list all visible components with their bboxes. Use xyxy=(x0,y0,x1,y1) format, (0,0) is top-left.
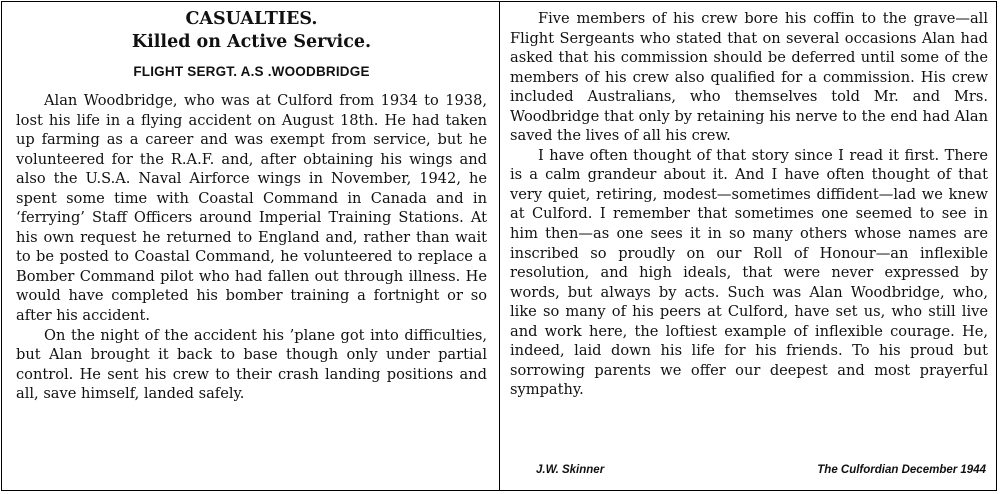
paragraph: On the night of the accident his ’plane got into difficulties, but Alan brought it back to base though only under partial control. He sent his crew to their crash landing positions and all, save himself, landed safely. xyxy=(16,326,487,403)
article-frame xyxy=(1,1,997,491)
publication-source: The Culfordian December 1944 xyxy=(817,464,986,476)
paragraph: I have often thought of that story since I read it first. There is a calm grandeur about it. And I have often thought of that very quiet, retiring, modest—sometimes diffident—lad we knew at Culford. I remember that sometimes one seemed to see in him then—as one sees it in so many others whose names are inscribed so proudly on our Roll of Honour—an inflexible resolution, and high ideals, that were never expressed by words, but always by acts. Such was Alan Woodbridge, who, like so many of his peers at Culford, have set us, who still live and work here, the loftiest example of inflexible courage. He, indeed, laid down his life for his friends. To his proud but sorrowing parents we offer our deepest and most prayerful sympathy. xyxy=(510,146,988,399)
paragraph: Alan Woodbridge, who was at Culford from 1934 to 1938, lost his life in a flying accident on August 18th. He had taken up farming as a career and was exempt from service, but he volunteered for the R.A.F. and, after obtaining his wings and also the U.S.A. Naval Airforce wings in November, 1942, he spent some time with Coastal Command in Canada and in ‘ferrying’ Staff Officers around Imperial Training Stations. At his own request he returned to England and, rather than wait to be posted to Coastal Command, he volunteered to replace a Bomber Command pilot who had fallen out through illness. He would have completed his bomber training a fortnight or so after his accident. xyxy=(16,92,487,325)
paragraph: Five members of his crew bore his coffin to the grave—all Flight Sergeants who stated that on several occasions Alan had asked that his commission should be deferred until some of the members of his crew also qualified for a commission. His crew included Australians, who themselves told Mr. and Mrs. Woodbridge that only by retaining his nerve to the end had Alan saved the lives of all his crew. xyxy=(510,10,988,145)
section-subheading: Killed on Active Service. xyxy=(131,32,372,52)
left-column xyxy=(2,2,499,490)
right-column xyxy=(500,2,996,490)
section-heading: CASUALTIES. xyxy=(185,9,318,29)
casualty-name: FLIGHT SERGT. A.S .WOODBRIDGE xyxy=(133,64,370,79)
author-signature: J.W. Skinner xyxy=(536,464,605,476)
